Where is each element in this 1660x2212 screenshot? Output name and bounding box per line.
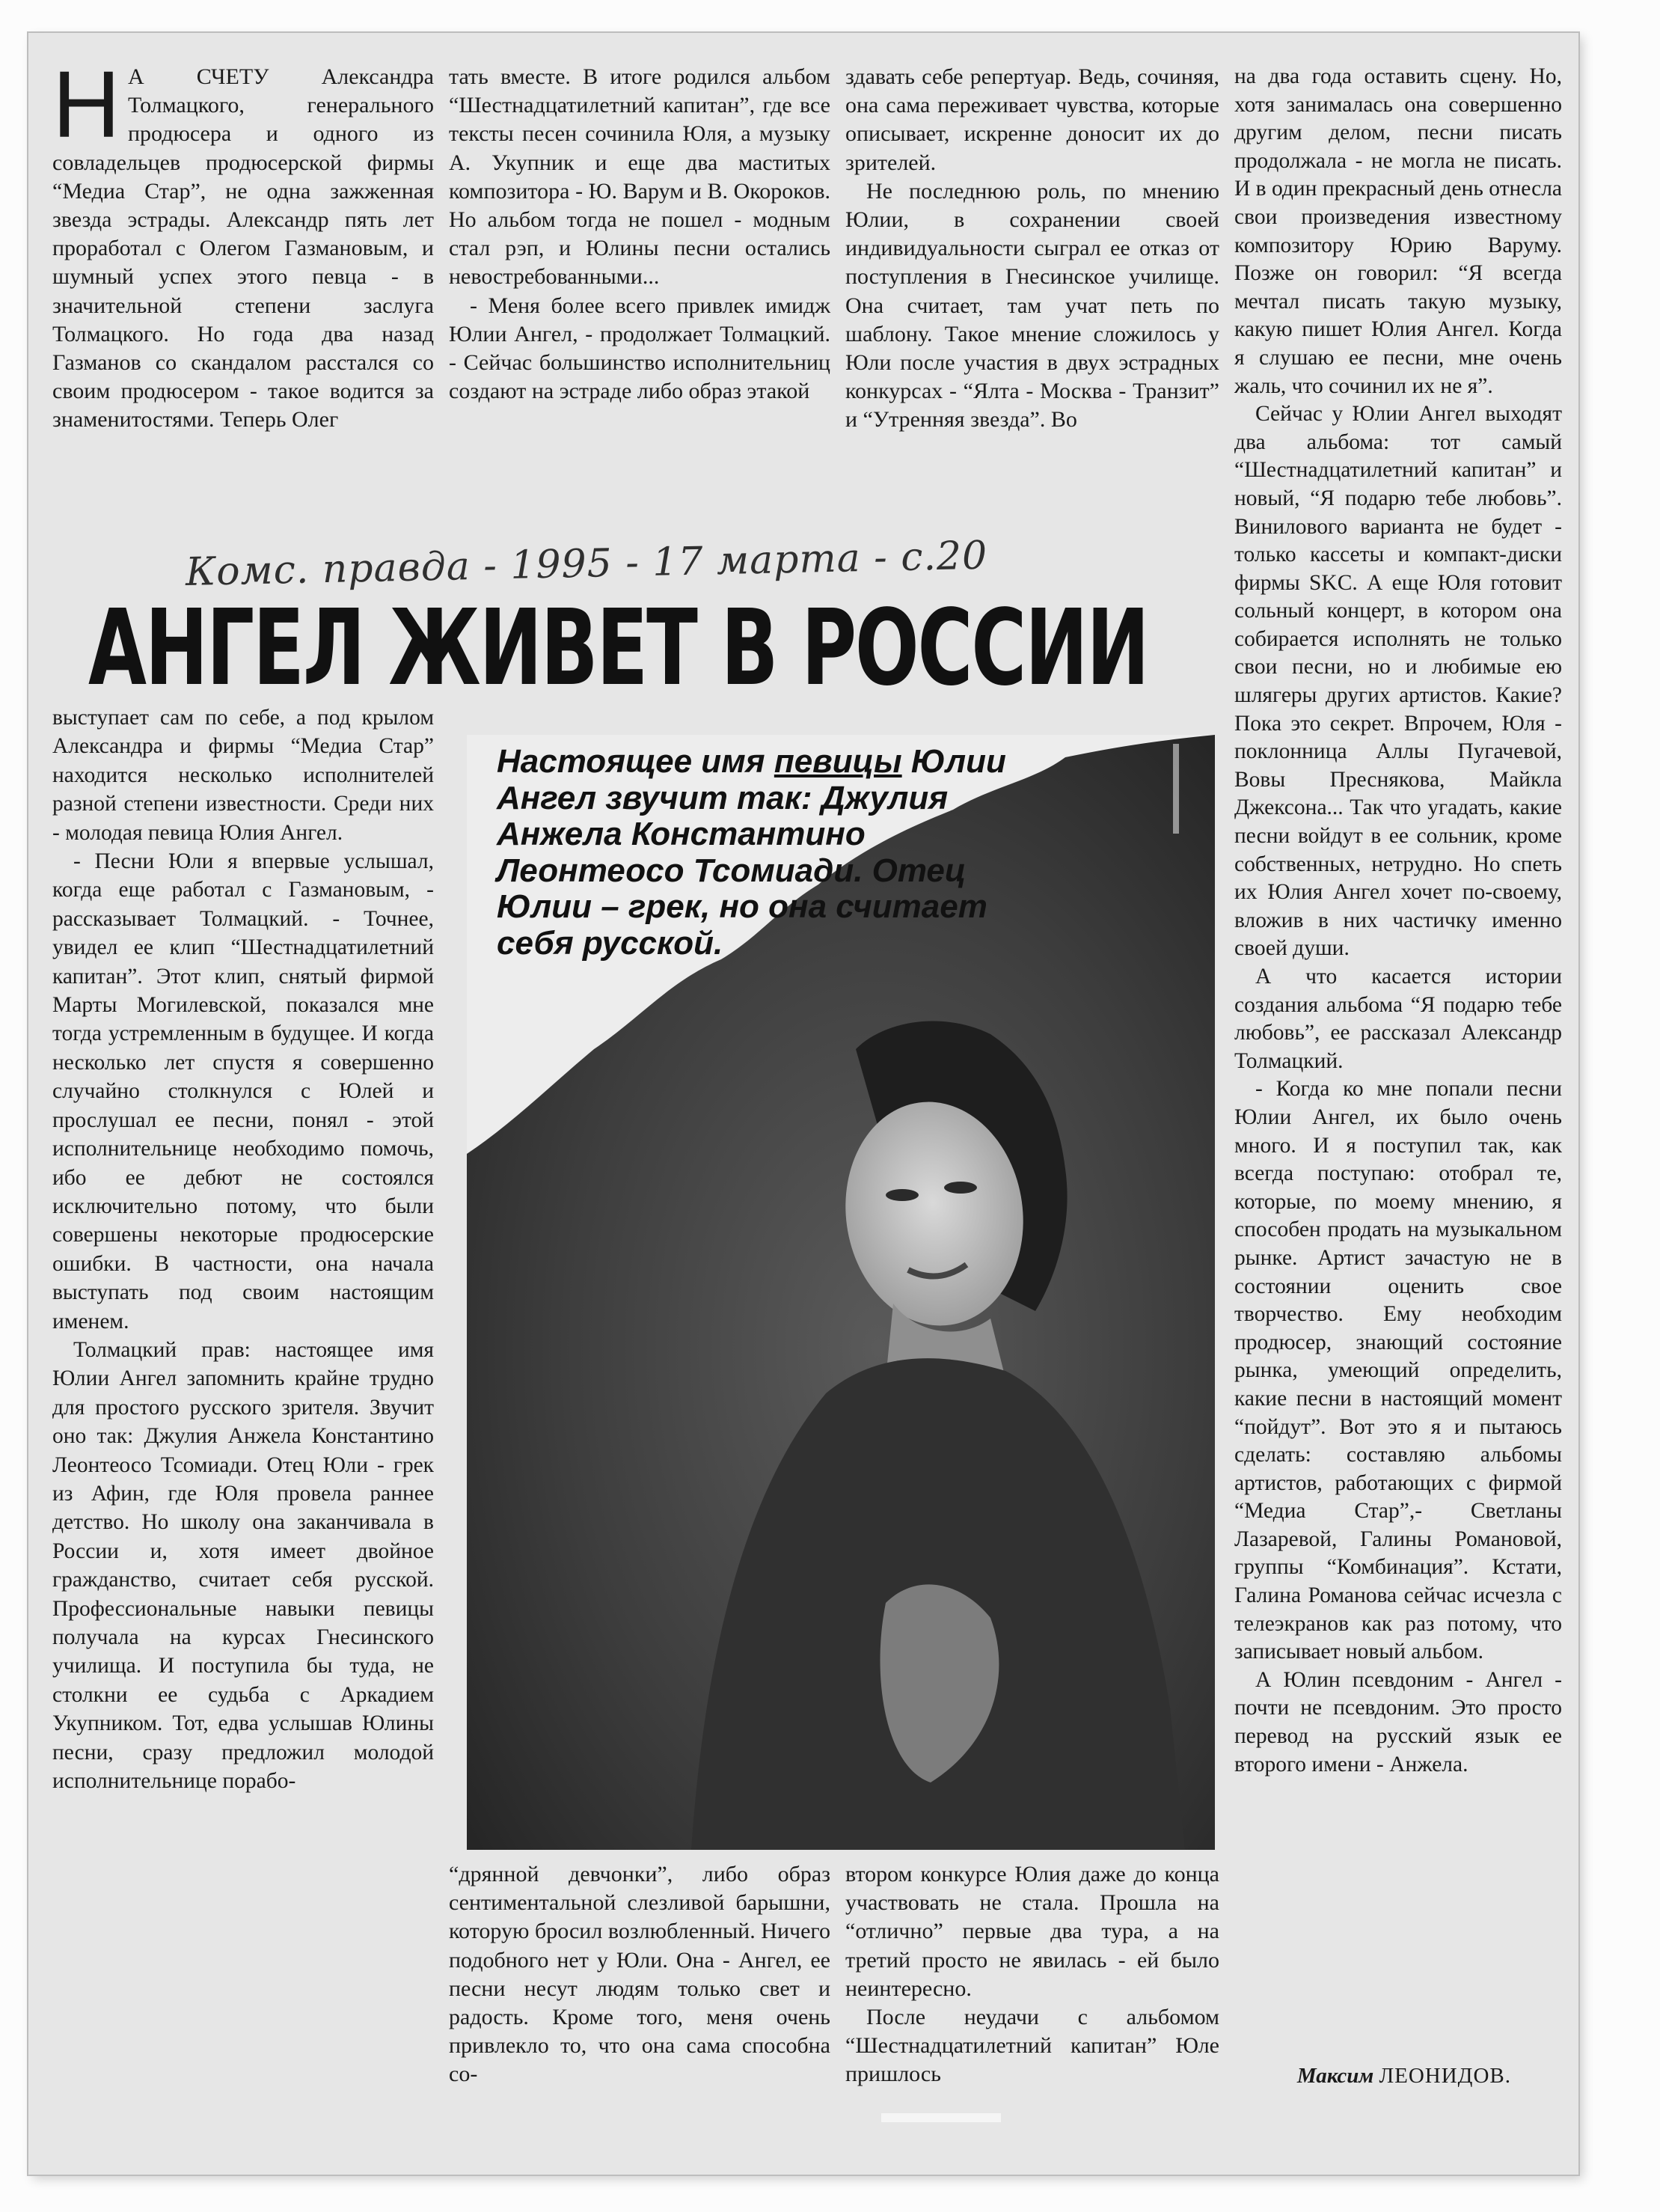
- paragraph: втором конкурсе Юлия даже до конца участвовать не стала. Прошла на “отлично” первые два тура, а на третий просто не явилась - ей было неинтересно.: [845, 1862, 1219, 2001]
- paragraph: Не последнюю роль, по мнению Юлии, в сохранении своей индивидуальности сыграл ее отказ от поступления в Гнесинское училище. Она считает, там учат петь по шаблону. Такое мнение сложилось у Юли после участия в двух эстрадных конкурсах - “Ялта - Москва - Транзит” и “Утренняя звезда”. Во: [845, 178, 1219, 433]
- scan-scuff: [1173, 744, 1179, 834]
- paragraph: здавать себе репертуар. Ведь, сочиняя, она сама переживает чувства, которые описывает, искренне доносит их до зрителей.: [845, 64, 1219, 175]
- paragraph: После неудачи с альбомом “Шестнадцатилетний капитан” Юле пришлось: [845, 2005, 1219, 2087]
- right-column: [1234, 63, 1562, 1779]
- paragraph: - Меня более всего привлек имидж Юлии Ангел, - продолжает Толмацкий. - Сейчас большинство исполнительниц создают на эстраде либо образ этакой: [449, 293, 830, 404]
- paragraph: А что касается истории создания альбома “Я подарю тебе любовь”, ее рассказал Александр Толмацкий.: [1234, 965, 1562, 1073]
- paragraph: - Песни Юли я впервые услышал, когда еще работал с Газмановым, - рассказывает Толмацкий. - Точнее, увидел ее клип “Шестнадцатилетний капитан”. Этот клип, снятый фирмой Марты Могилевской, показался мне тогда устремленным в будущее. И когда несколько лет спустя я совершенно случайно столкнулся с Юлей и прослушал ее песни, понял - этой исполнительнице необходимо помочь, ибо ее дебют не состоялся исключительно потому, что были совершены некоторые продюсерские ошибки. В частности, она начала выступать под своим настоящим именем.: [52, 849, 434, 1333]
- paragraph: - Когда ко мне попали песни Юлии Ангел, их было очень много. И я поступил так, как всегда поступаю: отобрал те, которые, по моему мнению, я способен продать на музыкальном рынке. Артист зачастую не в состоянии оценить свое творчество. Ему необходим продюсер, знающий состояние рынка, умеющий определить, какие песни в настоящий момент “пойдут”. Вот это я и пытаюсь сделать: составляю альбомы артистов, работающих с фирмой “Медиа Стар”,- Светланы Лазаревой, Галины Романовой, группы “Комбинация”. Кстати, Галина Романова сейчас исчезла с телеэкранов как раз потому, что записывает новый альбом.: [1234, 1077, 1562, 1664]
- eye-left: [886, 1189, 919, 1201]
- paragraph: тать вместе. В итоге родился альбом “Шестнадцатилетний капитан”, где все тексты песен сочинила Юля, а музыку А. Укупник и еще два маститых композитора - Ю. Варум и В. Окороков. Но альбом тогда не пошел - модным стал рэп, и Юлины песни остались невостребованными...: [449, 64, 830, 290]
- paragraph: Сейчас у Юлии Ангел выходят два альбома: тот самый “Шестнадцатилетний капитан” и новый, “Я подарю тебе любовь”. Винилового варианта не будет - только кассеты и компакт-диски фирмы SKC. А еще Юля готовит сольный концерт, в котором она собирается исполнять не только свои песни, но и любимые ею шлягеры других артистов. Какие? Пока это секрет. Впрочем, Юля - поклонница Аллы Пугачевой, Вовы Преснякова, Майкла Джексона... Так что угадать, какие песни войдут в ее сольник, кроме собственных, нетрудно. Но спеть их Юлия Ангел хочет по-своему, вложив в них частичку именно своей души.: [1234, 402, 1562, 961]
- paragraph: А Юлин псевдоним - Ангел - почти не псевдоним. Это просто перевод на русский язык ее второго имени - Анжела.: [1234, 1667, 1562, 1776]
- paragraph: Толмацкий прав: настоящее имя Юлии Ангел запомнить крайне трудно для простого русского зрителя. Звучит оно так: Джулия Анжела Константино Леонтеосо Тсомиади. Отец Юли - грек из Афин, где Юля провела раннее детство. Но школу она заканчивала в России и, хотя имеет двойное гражданство, считает себя русской. Профессиональные навыки певицы получала на курсах Гнесинского училища. И поступила бы туда, не столкни ее судьба с Аркадием Укупником. Тот, едва услышав Юлины песни, сразу предложил молодой исполнительнице порабо-: [52, 1337, 434, 1794]
- photo-block: [467, 735, 1215, 1850]
- handwritten-source-note: Комс. правда - 1995 - 17 марта - с.20: [185, 533, 988, 595]
- headline: АНГЕЛ ЖИВЕТ В РОССИИ: [88, 587, 1148, 709]
- paragraph: выступает сам по себе, а под крылом Александра и фирмы “Медиа Стар” находится несколько исполнителей разной степени известности. Среди них - молодая певица Юлия Ангел.: [52, 706, 434, 845]
- eye-right: [944, 1182, 977, 1194]
- bottom-column-3: [845, 1860, 1219, 2089]
- top-column-3: [845, 63, 1219, 435]
- bottom-column-1: [52, 703, 434, 1795]
- top-column-2: [449, 63, 830, 406]
- byline: [1137, 2062, 1511, 2089]
- paragraph: “дрянной девчонки”, либо образ сентиментальной слезливой барышни, которую бросил возлюбленный. Ничего подобного нет у Юли. Она - Ангел, ее песни несут людям только свет и радость. Кроме того, меня очень привлекло то, что она сама способна со-: [449, 1862, 830, 2087]
- scan-scuff: [881, 2113, 1001, 2122]
- drop-cap: Н: [52, 52, 120, 157]
- top-column-1: [52, 52, 434, 435]
- paragraph: на два года оставить сцену. Но, хотя занималась она совершенно другим делом, песни писать продолжала - не могла не писать. И в один прекрасный день отнесла свои произведения известному композитору Юрию Варуму. Позже он говорил: “Я всегда мечтал писать такую музыку, какую пишет Юлия Ангел. Когда я слушаю ее песни, мне очень жаль, что сочинил их не я”.: [1234, 64, 1563, 398]
- lead-paragraph: Н А СЧЕТУ Александра Толмацкого, генерального продюсера и одного из совладельцев продюсерской фирмы “Медиа Стар”, не одна зажженная звезда эстрады. Александр пять лет проработал с Олегом Газмановым, и шумный успех этого певца - в значительной степени заслуга Толмацкого. Но года два назад Газманов со скандалом расстался со своим продюсером - такое водится за знаменитостями. Теперь Олег: [52, 52, 434, 433]
- author-first-name: Максим: [1296, 2064, 1374, 2088]
- author-last-name: ЛЕОНИДОВ.: [1379, 2064, 1511, 2088]
- newspaper-clipping: [28, 33, 1578, 2175]
- photo-caption: Настоящее имя певицы Юлии Ангел звучит так: Джулия Анжела Константино Леонтеосо Тсомиади. Отец Юлии – грек, но она считает себя русской.: [497, 743, 1006, 962]
- bottom-column-2: [449, 1860, 830, 2089]
